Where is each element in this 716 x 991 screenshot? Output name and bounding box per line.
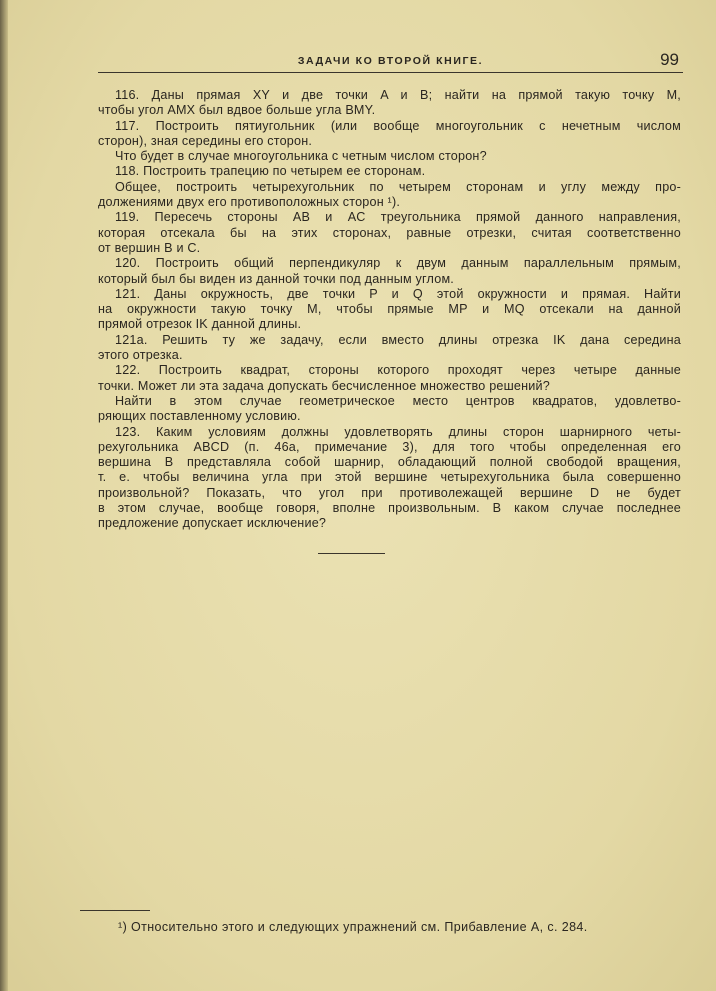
text-line: от вершин B и C. — [98, 240, 201, 255]
text-line: 121а. Решить ту же задачу, если вместо длины отрезка IK дана середина — [115, 332, 681, 347]
text-line: Найти в этом случае геометрическое место центров квадратов, удовлетво- — [115, 393, 681, 408]
text-line: 120. Построить общий перпендикуляр к двум данным параллельным прямым, — [115, 256, 681, 271]
text-line: прямой отрезок IK данной длины. — [98, 317, 302, 332]
text-line: 116. Даны прямая XY и две точки A и B; найти на прямой такую точку M, — [115, 88, 681, 102]
page-number: 99 — [660, 50, 679, 69]
text-line: ряющих поставленному условию. — [98, 409, 301, 424]
running-header — [98, 50, 683, 73]
problem-text — [98, 88, 681, 532]
text-line: предложение допускает исключение? — [98, 516, 327, 531]
text-line: рехугольника ABCD (п. 46а, примечание 3), для того чтобы определенная его — [98, 439, 681, 454]
text-line: 123. Каким условиям должны удовлетворять длины сторон шарнирного четы- — [115, 424, 681, 439]
text-line: 121. Даны окружность, две точки P и Q этой окружности и прямая. Найти — [115, 286, 681, 301]
text-line: этого отрезка. — [98, 348, 183, 363]
text-line: 122. Построить квадрат, стороны которого проходят через четыре данные — [115, 363, 681, 378]
footnote: ¹) Относительно этого и следующих упражнений см. Прибавление А, с. 284. — [118, 920, 588, 934]
text-line: который был бы виден из данной точки под данным углом. — [98, 271, 455, 286]
text-line: в этом случае, вообще говоря, вполне произвольным. В каком случае последнее — [98, 501, 681, 516]
text-line: вершина B представляла собой шарнир, обладающий полной свободой вращения, — [98, 455, 681, 470]
text-line: точки. Может ли эта задача допускать бесчисленное множество решений? — [98, 378, 550, 393]
text-line: 118. Построить трапецию по четырем ее сторонам. — [115, 164, 426, 179]
text-line: сторон), зная середины его сторон. — [98, 133, 313, 148]
section-separator — [318, 553, 385, 554]
header-title: ЗАДАЧИ КО ВТОРОЙ КНИГЕ. — [297, 55, 484, 67]
text-line: Общее, построить четырехугольник по четырем сторонам и углу между про- — [115, 179, 681, 194]
page-binding-edge — [0, 0, 8, 991]
text-line: произвольной? Показать, что угол при противолежащей вершине D не будет — [98, 485, 681, 500]
text-line: 119. Пересечь стороны AB и AC треугольника прямой данного направления, — [115, 210, 681, 225]
text-line: т. е. чтобы величина угла при этой вершине четырехугольника была совершенно — [98, 470, 681, 485]
text-line: должениями двух его противоположных сторон ¹). — [98, 195, 401, 210]
footnote-rule — [80, 910, 150, 911]
text-line: на окружности такую точку M, чтобы прямые MP и MQ отсекали на данной — [98, 302, 681, 317]
text-line: 117. Построить пятиугольник (или вообще многоугольник с нечетным числом — [115, 118, 681, 133]
text-line: которая отсекала бы на этих сторонах, равные отрезки, считая соответственно — [98, 225, 681, 240]
text-line: чтобы угол AMX был вдвое больше угла BMY. — [98, 103, 376, 118]
text-line: Что будет в случае многоугольника с четным числом сторон? — [115, 149, 487, 164]
